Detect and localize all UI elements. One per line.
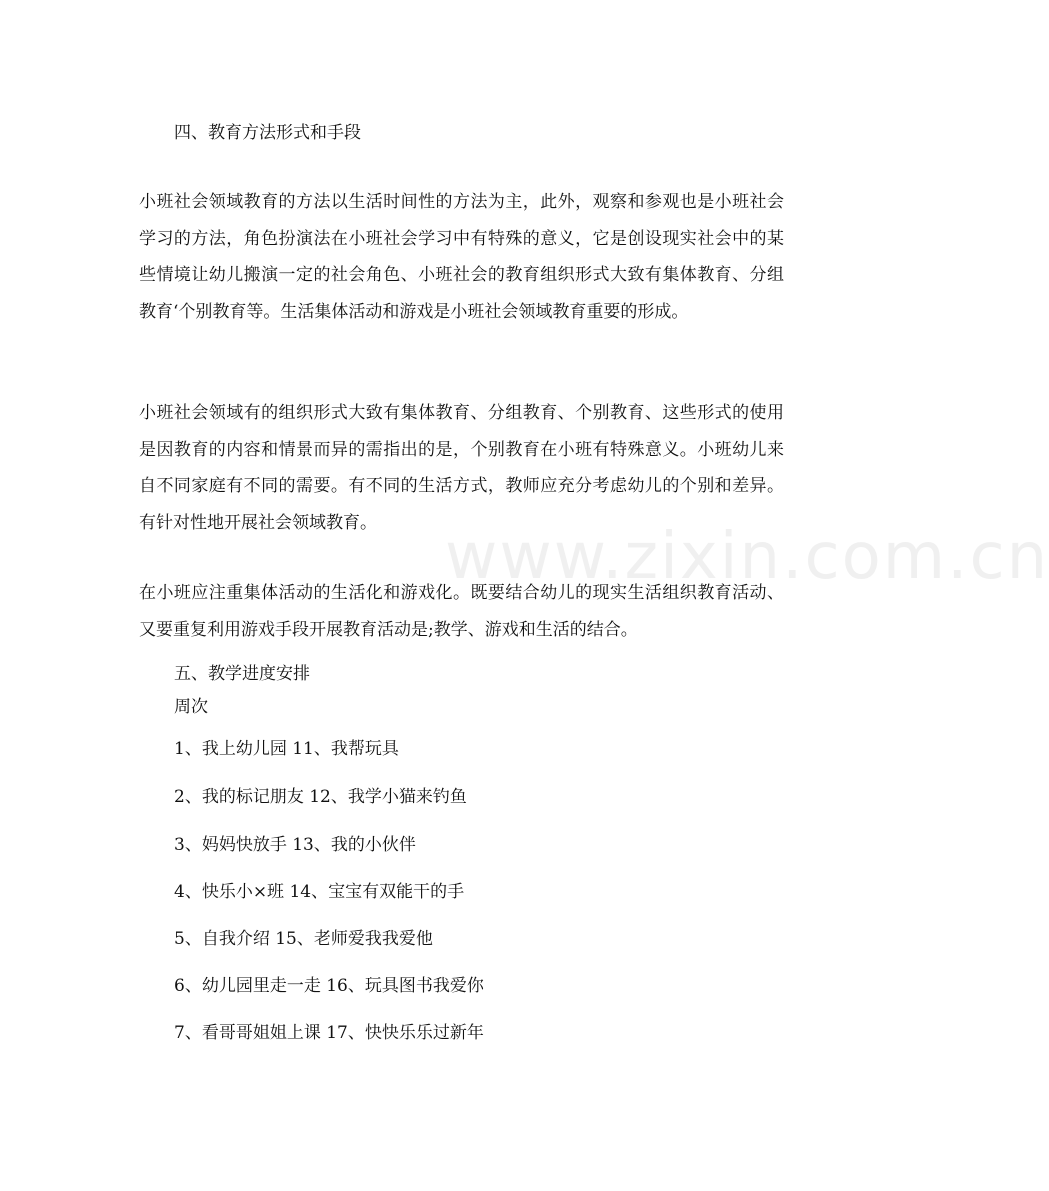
paragraph-activities: 在小班应注重集体活动的生活化和游戏化。既要结合幼儿的现实生活组织教育活动、又要重复利用游戏手段开展教育活动是;教学、游戏和生活的结合。: [139, 583, 784, 640]
section-4-heading: 四、教育方法形式和手段: [174, 123, 361, 143]
week-label: 周次: [174, 697, 208, 717]
watermark: www.zixin.com.cn: [445, 520, 1049, 594]
schedule-item: 6、幼儿园里走一走 16、玩具图书我爱你: [174, 976, 484, 996]
schedule-item: 2、我的标记朋友 12、我学小猫来钓鱼: [174, 787, 467, 807]
paragraph-organization: 小班社会领域有的组织形式大致有集体教育、分组教育、个别教育、这些形式的使用是因教育的内容和情景而异的需指出的是，个别教育在小班有特殊意义。小班幼儿来自不同家庭有不同的需要。有不同的生活方式，教师应充分考虑幼儿的个别和差异。有针对性地开展社会领域教育。: [139, 403, 784, 533]
schedule-item: 4、快乐小×班 14、宝宝有双能干的手: [174, 882, 465, 902]
schedule-item: 5、自我介绍 15、老师爱我我爱他: [174, 929, 433, 949]
section-5-heading: 五、教学进度安排: [174, 664, 310, 684]
schedule-item: 1、我上幼儿园 11、我帮玩具: [174, 739, 399, 759]
paragraph-methods: 小班社会领域教育的方法以生活时间性的方法为主，此外，观察和参观也是小班社会学习的方法，角色扮演法在小班社会学习中有特殊的意义，它是创设现实社会中的某些情境让幼儿搬演一定的社会角色、小班社会的教育组织形式大致有集体教育、分组教育‘个别教育等。生活集体活动和游戏是小班社会领域教育重要的形成。: [139, 192, 784, 322]
schedule-item: 3、妈妈快放手 13、我的小伙伴: [174, 835, 416, 855]
schedule-item: 7、看哥哥姐姐上课 17、快快乐乐过新年: [174, 1023, 484, 1043]
